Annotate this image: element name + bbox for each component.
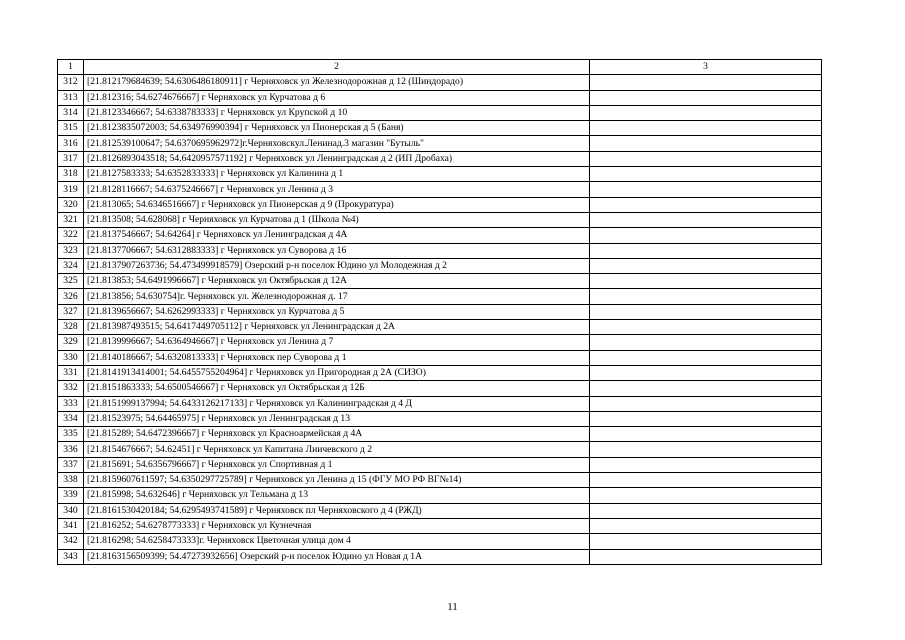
row-number-cell: 338: [58, 473, 84, 488]
empty-cell: [590, 228, 822, 243]
table-row: [58, 473, 822, 488]
empty-cell: [590, 90, 822, 105]
row-number-cell: 336: [58, 442, 84, 457]
row-number-cell: 328: [58, 320, 84, 335]
empty-cell: [590, 289, 822, 304]
table-row: [58, 549, 822, 564]
row-number-cell: 314: [58, 105, 84, 120]
row-number-cell: 324: [58, 258, 84, 273]
table-row: [58, 442, 822, 457]
table-row: [58, 274, 822, 289]
row-number-cell: 342: [58, 534, 84, 549]
address-cell: [21.816298; 54.6258473333]г. Черняховск Цветочная улица дом 4: [84, 534, 590, 549]
empty-cell: [590, 457, 822, 472]
table-row: [58, 534, 822, 549]
empty-cell: [590, 534, 822, 549]
address-cell: [21.813987493515; 54.6417449705112] г Черняховск ул Ленинградская д 2А: [84, 320, 590, 335]
address-cell: [21.8127583333; 54.6352833333] г Черняховск ул Калинина д 1: [84, 167, 590, 182]
address-cell: [21.813065; 54.6346516667] г Черняховск ул Пионерская д 9 (Прокуратура): [84, 197, 590, 212]
address-cell: [21.8163156509399; 54.47273932656] Озерский р-н поселок Юдино ул Новая д 1А: [84, 549, 590, 564]
row-number-cell: 313: [58, 90, 84, 105]
table-row: [58, 243, 822, 258]
column-header-1: 1: [58, 60, 84, 75]
table-row: [58, 105, 822, 120]
table-row: [58, 518, 822, 533]
row-number-cell: 325: [58, 274, 84, 289]
row-number-cell: 320: [58, 197, 84, 212]
table-row: [58, 212, 822, 227]
row-number-cell: 337: [58, 457, 84, 472]
empty-cell: [590, 549, 822, 564]
empty-cell: [590, 473, 822, 488]
row-number-cell: 334: [58, 411, 84, 426]
empty-cell: [590, 488, 822, 503]
page-number: 11: [447, 601, 458, 613]
empty-cell: [590, 75, 822, 90]
empty-cell: [590, 151, 822, 166]
table-row: [58, 182, 822, 197]
column-header-2: 2: [84, 60, 590, 75]
table-row: [58, 488, 822, 503]
row-number-cell: 319: [58, 182, 84, 197]
table-row: [58, 320, 822, 335]
table-row: [58, 136, 822, 151]
table-row: [58, 167, 822, 182]
empty-cell: [590, 442, 822, 457]
empty-cell: [590, 503, 822, 518]
address-cell: [21.81523975; 54.64465975] г Черняховск ул Ленинградская д 13: [84, 411, 590, 426]
row-number-cell: 335: [58, 427, 84, 442]
table-row: [58, 90, 822, 105]
address-cell: [21.813508; 54.628068] г Черняховск ул Курчатова д 1 (Школа №4): [84, 212, 590, 227]
empty-cell: [590, 136, 822, 151]
empty-cell: [590, 427, 822, 442]
empty-cell: [590, 365, 822, 380]
empty-cell: [590, 396, 822, 411]
row-number-cell: 315: [58, 121, 84, 136]
empty-cell: [590, 411, 822, 426]
address-cell: [21.815289; 54.6472396667] г Черняховск ул Красноармейская д 4А: [84, 427, 590, 442]
address-cell: [21.8137706667; 54.6312883333] г Черняховск ул Суворова д 16: [84, 243, 590, 258]
empty-cell: [590, 167, 822, 182]
row-number-cell: 321: [58, 212, 84, 227]
row-number-cell: 341: [58, 518, 84, 533]
empty-cell: [590, 518, 822, 533]
empty-cell: [590, 258, 822, 273]
address-cell: [21.812316; 54.6274676667] г Черняховск ул Курчатова д 6: [84, 90, 590, 105]
row-number-cell: 332: [58, 381, 84, 396]
address-cell: [21.8139656667; 54.6262993333] г Черняховск ул Курчатова д 5: [84, 304, 590, 319]
address-cell: [21.8151863333; 54.6500546667] г Черняховск ул Октябрьская д 12Б: [84, 381, 590, 396]
address-cell: [21.8159607611597; 54.6350297725789] г Черняховск ул Ленина д 15 (ФГУ МО РФ ВГ№14): [84, 473, 590, 488]
address-cell: [21.8126893043518; 54.6420957571192] г Черняховск ул Ленинградская д 2 (ИП Дробаха): [84, 151, 590, 166]
address-cell: [21.812539100647; 54.6370695962972]г.Черняховскул.Ленинад.3 магазин "Бутыль": [84, 136, 590, 151]
address-cell: [21.816252; 54.6278773333] г Черняховск ул Кузнечная: [84, 518, 590, 533]
empty-cell: [590, 121, 822, 136]
address-cell: [21.8141913414001; 54.6455755204964] г Черняховск ул Пригородная д 2А (СИЗО): [84, 365, 590, 380]
row-number-cell: 330: [58, 350, 84, 365]
empty-cell: [590, 350, 822, 365]
empty-cell: [590, 182, 822, 197]
address-cell: [21.8154676667; 54.62451] г Черняховск ул Капитана Лиичевского д 2: [84, 442, 590, 457]
table-row: [58, 228, 822, 243]
address-cell: [21.813856; 54.630754]г. Черняховск ул. Железнодорожная д. 17: [84, 289, 590, 304]
column-header-3: 3: [590, 60, 822, 75]
table-row: [58, 457, 822, 472]
address-cell: [21.815998; 54.632646] г Черняховск ул Тельмана д 13: [84, 488, 590, 503]
row-number-cell: 329: [58, 335, 84, 350]
table-row: [58, 75, 822, 90]
table-row: [58, 121, 822, 136]
address-cell: [21.813853; 54.6491996667] г Черняховск ул Октябрьская д 12А: [84, 274, 590, 289]
table-row: [58, 304, 822, 319]
table-row: [58, 151, 822, 166]
row-number-cell: 317: [58, 151, 84, 166]
table-row: [58, 396, 822, 411]
address-cell: [21.8137546667; 54.64264] г Черняховск ул Ленинградская д 4А: [84, 228, 590, 243]
row-number-cell: 316: [58, 136, 84, 151]
address-cell: [21.812179684639; 54.6306486180911] г Черняховск ул Железнодорожная д 12 (Шиндорадо): [84, 75, 590, 90]
address-cell: [21.8123346667; 54.6338783333] г Черняховск ул Крупской д 10: [84, 105, 590, 120]
empty-cell: [590, 320, 822, 335]
address-cell: [21.8151999137994; 54.6433126217133] г Черняховск ул Калининградская д 4 Д: [84, 396, 590, 411]
row-number-cell: 340: [58, 503, 84, 518]
table-row: [58, 381, 822, 396]
table-row: [58, 411, 822, 426]
row-number-cell: 322: [58, 228, 84, 243]
table-header-row: [58, 60, 822, 75]
row-number-cell: 333: [58, 396, 84, 411]
row-number-cell: 327: [58, 304, 84, 319]
table-row: [58, 258, 822, 273]
row-number-cell: 323: [58, 243, 84, 258]
table-row: [58, 335, 822, 350]
row-number-cell: 318: [58, 167, 84, 182]
empty-cell: [590, 381, 822, 396]
empty-cell: [590, 243, 822, 258]
document-table: [57, 59, 822, 565]
address-cell: [21.8123835072003; 54.634976990394] г Черняховск ул Пионерская д 5 (Баня): [84, 121, 590, 136]
empty-cell: [590, 335, 822, 350]
row-number-cell: 312: [58, 75, 84, 90]
address-cell: [21.8161530420184; 54.6295493741589] г Черняховск пл Черняховского д 4 (РЖД): [84, 503, 590, 518]
empty-cell: [590, 274, 822, 289]
row-number-cell: 339: [58, 488, 84, 503]
address-cell: [21.8140186667; 54.6320813333] г Черняховск пер Суворова д 1: [84, 350, 590, 365]
row-number-cell: 326: [58, 289, 84, 304]
address-cell: [21.8137907263736; 54.473499918579] Озерский р-н поселок Юдино ул Молодежная д 2: [84, 258, 590, 273]
table-row: [58, 289, 822, 304]
empty-cell: [590, 197, 822, 212]
empty-cell: [590, 304, 822, 319]
address-cell: [21.8128116667; 54.6375246667] г Черняховск ул Ленина д 3: [84, 182, 590, 197]
table-row: [58, 503, 822, 518]
table-row: [58, 427, 822, 442]
row-number-cell: 343: [58, 549, 84, 564]
table-row: [58, 350, 822, 365]
table-row: [58, 365, 822, 380]
empty-cell: [590, 212, 822, 227]
row-number-cell: 331: [58, 365, 84, 380]
address-cell: [21.8139996667; 54.6364946667] г Черняховск ул Ленина д 7: [84, 335, 590, 350]
table-row: [58, 197, 822, 212]
empty-cell: [590, 105, 822, 120]
address-cell: [21.815691; 54.6356796667] г Черняховск ул Спортивная д 1: [84, 457, 590, 472]
